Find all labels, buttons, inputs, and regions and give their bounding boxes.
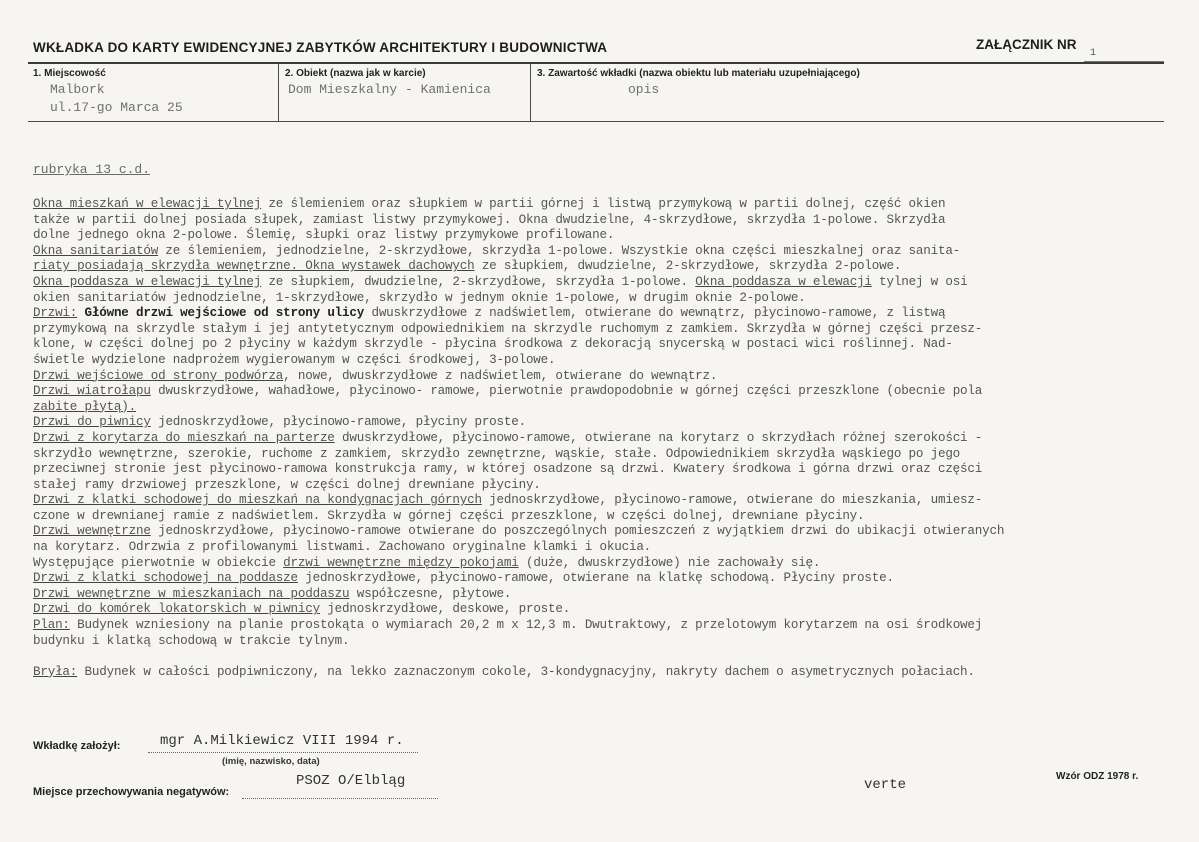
section-heading: rubryka 13 c.d. (33, 162, 151, 177)
text-segment: , nowe, dwuskrzydłowe z nadświetlem, otwierane do wewnątrz. (283, 368, 718, 383)
underlined-heading: Bryła: (33, 664, 78, 679)
text-segment: na korytarz. Odrzwia z profilowanymi listwami. Zachowano oryginalne klamki i okucia. (33, 540, 652, 555)
text-line (33, 618, 1153, 634)
column-divider (530, 64, 531, 121)
underlined-heading: Drzwi wejściowe od strony podwórza (33, 368, 284, 383)
annex-number: 1 (1090, 48, 1097, 59)
text-line (33, 213, 1153, 229)
text-line (33, 478, 1153, 494)
text-segment: jednoskrzydłowe, płycinowo-ramowe, płyciny proste. (150, 415, 526, 430)
underlined-heading: Drzwi do komórek lokatorskich w piwnicy (33, 602, 320, 617)
text-line (33, 540, 1153, 556)
underlined-heading: Drzwi z klatki schodowej do mieszkań na kondygnacjach górnych (33, 493, 482, 508)
text-segment: czone w drewnianej ramie z nadświetlem. Skrzydła w górnej części przeszklone, w części dolnej, drewniane płyciny. (33, 508, 865, 523)
text-line (33, 462, 1153, 478)
underlined-heading: Drzwi: (33, 306, 78, 321)
text-line (33, 259, 1153, 275)
underlined-heading: Plan: (33, 618, 70, 633)
text-segment: Występujące pierwotnie w obiekcie (33, 555, 284, 570)
underlined-heading: Drzwi do piwnicy (33, 415, 151, 430)
text-line (33, 291, 1153, 307)
underlined-heading: Okna sanitariatów (33, 243, 159, 258)
text-line (33, 602, 1153, 618)
text-segment: okien sanitariatów jednodzielne, 1-skrzydłowe, skrzydło w jednym oknie 1-polowe, w drugim oknie 2-polowe. (33, 290, 806, 305)
text-segment: (duże, dwuskrzydłowe) nie zachowały się. (518, 555, 821, 570)
text-line (33, 431, 1153, 447)
author-label: Wkładkę założył: (33, 740, 121, 752)
underlined-heading: Okna poddasza w elewacji (695, 274, 872, 289)
text-segment: dwuskrzydłowe z nadświetlem, otwierane do wewnątrz, płycinowo-ramowe, z listwą (364, 306, 946, 321)
underlined-heading: Okna mieszkań w elewacji tylnej (33, 197, 262, 211)
annex-label: ZAŁĄCZNIK NR (976, 37, 1077, 52)
text-line (33, 322, 1153, 338)
text-segment: ze słupkiem, dwudzielne, 2-skrzydłowe, skrzydła 1-polowe. (261, 274, 696, 289)
text-line (33, 306, 1153, 322)
text-segment: stałej ramy drzwiowej przeszklone, w części dolnej drewniane płyciny. (33, 477, 541, 492)
text-segment: jednoskrzydłowe, płycinowo-ramowe, otwierane do mieszkania, umiesz- (481, 493, 983, 508)
underlined-heading: Drzwi wewnętrzne (33, 524, 151, 539)
text-segment: dwuskrzydłowe, wahadłowe, płycinowo- ramowe, pierwotnie prawdopodobnie w górnej części przeszklone (obecnie pola (150, 384, 983, 399)
form-title: WKŁADKA DO KARTY EWIDENCYJNEJ ZABYTKÓW ARCHITEKTURY I BUDOWNICTWA (33, 40, 608, 55)
text-segment: kl (33, 337, 48, 352)
underlined-heading: drzwi wewnętrzne między pokojami (283, 555, 519, 570)
content-label: 3. Zawartość wkładki (nazwa obiektu lub materiału uzupełniającego) (537, 68, 860, 79)
text-segment: Budynek wzniesiony na planie prostokąta o wymiarach 20,2 m x 12,3 m. Dwutraktowy, z przelotowym korytarzem na osi środkowej (69, 618, 983, 633)
text-line (33, 384, 1153, 400)
object-label: 2. Obiekt (nazwa jak w karcie) (285, 68, 426, 79)
object-value: Dom Mieszkalny - Kamienica (288, 82, 491, 97)
text-line (33, 649, 1153, 665)
text-line (33, 509, 1153, 525)
underlined-heading: Drzwi z klatki schodowej na poddasze (33, 571, 298, 586)
underlined-heading: Okna wystawek dachowych (305, 259, 475, 274)
text-line (33, 353, 1153, 369)
text-line (33, 197, 1153, 213)
text-line (33, 587, 1153, 603)
header-rule (28, 62, 1164, 64)
underlined-heading: Drzwi z korytarza do mieszkań na parterze (33, 430, 335, 445)
text-line (33, 634, 1153, 650)
text-line (33, 524, 1153, 540)
text-segment (77, 306, 84, 320)
underlined-heading: Drzwi wewnętrzne w mieszkaniach na poddaszu (33, 586, 350, 601)
author-hint: (imię, nazwisko, data) (222, 756, 320, 767)
underlined-heading: Drzwi wiatrołapu (33, 384, 151, 399)
verte-note: verte (864, 777, 907, 793)
text-line (33, 556, 1153, 572)
text-line (33, 447, 1153, 463)
underlined-heading: zabite płytą). (33, 399, 137, 414)
text-line (33, 275, 1153, 291)
text-line (33, 244, 1153, 260)
text-segment: tylnej w osi (871, 274, 968, 289)
text-segment: Budynek w całości podpiwniczony, na lekko zaznaczonym cokole, 3-kondygnacyjny, nakryty dachem o asymetrycznych połaciach. (77, 664, 975, 679)
text-segment: budynku i klatką schodową w trakcie tylnym. (33, 633, 350, 648)
text-segment: ze ślemieniem oraz słupkiem w partii górnej i listwą przymykową w partii dolnej, część okien (261, 197, 946, 211)
negatives-dotted-line (242, 798, 438, 799)
text-line (33, 228, 1153, 244)
text-segment: także w partii dolnej posiada słupek, zamiast listwy przymykowej. Okna dwudzielne, 4-skrzydłowe, skrzydła 1-polowe. Skrzydła (33, 212, 946, 227)
text-segment: one, w części dolnej po 2 płyciny w każdym skrzydle - płycina środkowa z dekoracją snycerską w postaci wici roślinnej. Nad- (47, 337, 953, 352)
text-segment: Główne drzwi wejściowe od strony ulicy (84, 306, 365, 321)
description-body (33, 197, 1153, 680)
text-segment: ze słupkiem, dwudzielne, 2-skrzydłowe, skrzydła 2-polowe. (474, 259, 902, 274)
negatives-label: Miejsce przechowywania negatywów: (33, 786, 230, 798)
text-line (33, 571, 1153, 587)
locality-line: Malbork (50, 82, 105, 97)
locality-line: ul.17-go Marca 25 (50, 100, 183, 115)
text-segment: jednoskrzydłowe, płycinowo-ramowe, otwierane na klatkę schodową. Płyciny proste. (297, 571, 894, 586)
text-segment: świetle wydzielone nadprożem wygierowanym w części środkowej, 3-polowe. (33, 352, 556, 367)
text-segment: ze ślemieniem, jednodzielne, 2-skrzydłowe, skrzydła 1-polowe. Wszystkie okna części mieszkalnej oraz sanita- (158, 243, 961, 258)
text-line (33, 665, 1153, 681)
text-segment: przymykową na skrzydle stałym i jej antytetycznym odpowiednikiem na skrzydle ruchomym z zamkiem. Skrzydła w górnej części przesz- (33, 321, 983, 336)
text-segment: współczesne, płytowe. (349, 586, 512, 601)
text-line (33, 400, 1153, 416)
author-value: mgr A.Milkiewicz VIII 1994 r. (160, 733, 404, 749)
text-segment: jednoskrzydłowe, deskowe, proste. (319, 602, 571, 617)
column-divider (278, 64, 279, 121)
text-segment: przeciwnej stronie jest płycinowo-ramowa konstrukcja ramy, w której osadzone są drzwi. Kwatery środkowa i górna drzwi oraz części (33, 462, 983, 477)
text-segment: dwuskrzydłowe, płycinowo-ramowe, otwierane na korytarz o skrzydłach różnej szerokości - (334, 430, 983, 445)
text-segment: skrzydło wewnętrzne, szerokie, ruchome z zamkiem, skrzydło zewnętrzne, wąskie, stałe. Odpowiednikiem skrzydła wąskiego po jego (33, 446, 961, 461)
text-line (33, 369, 1153, 385)
text-line (33, 415, 1153, 431)
locality-value (50, 81, 183, 117)
content-value: opis (628, 82, 660, 97)
locality-label: 1. Miejscowość (33, 68, 106, 79)
underlined-heading: Okna poddasza w elewacji tylnej (33, 274, 262, 289)
text-segment: dolne jednego okna 2-polowe. Ślemię, słupki oraz listwy przymykowe profilowane. (33, 228, 615, 243)
text-line (33, 493, 1153, 509)
text-segment: jednoskrzydłowe, płycinowo-ramowe otwierane do poszczególnych pomieszczeń z wyjątkiem drzwi do ubikacji otwieranych (150, 524, 1005, 539)
underlined-heading: riaty posiadają skrzydła wewnętrzne. (33, 259, 306, 274)
text-line (33, 337, 1153, 353)
fields-rule (28, 121, 1164, 122)
author-dotted-line (148, 752, 418, 753)
form-code: Wzór ODZ 1978 r. (1056, 771, 1139, 782)
negatives-value: PSOZ O/Elbląg (296, 773, 406, 789)
